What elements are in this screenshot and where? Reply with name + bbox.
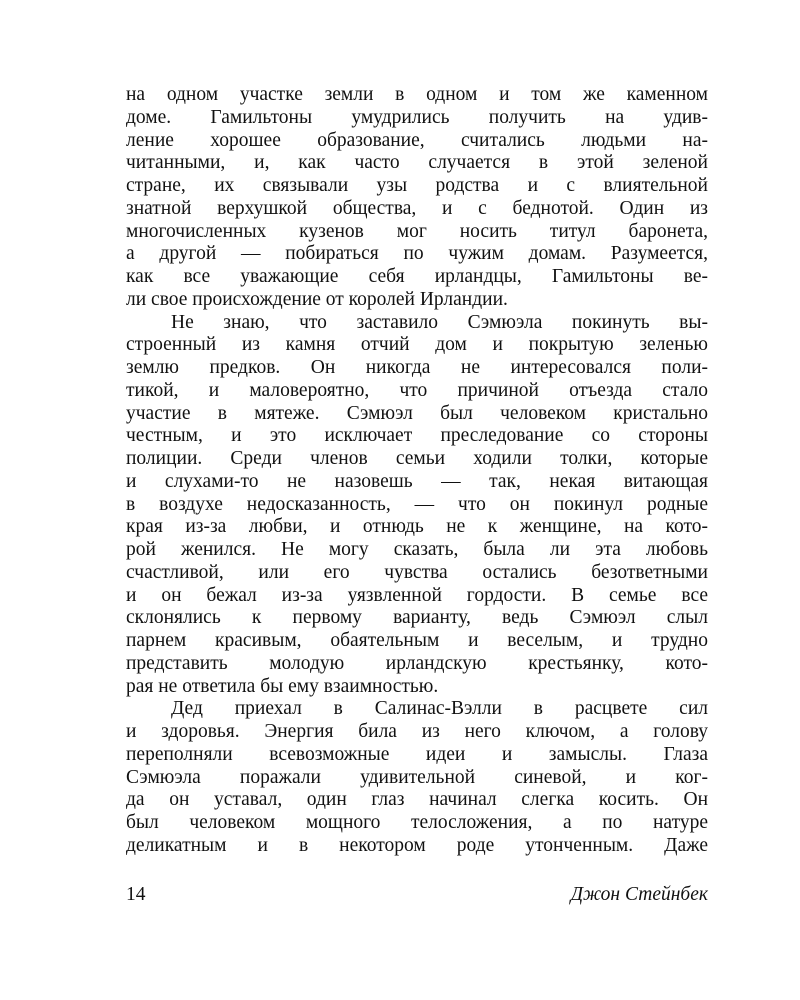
text-line: строенный из камня отчий дом и покрытую зеленью: [126, 334, 708, 356]
body-text: [126, 84, 708, 858]
text-line: стране, их связывали узы родства и с влиятельной: [126, 175, 708, 196]
text-line: доме. Гамильтоны умудрились получить на удив-: [126, 106, 708, 128]
text-line: ли свое происхождение от королей Ирландии.: [126, 288, 508, 310]
text-line: ление хорошее образование, считались людьми на-: [126, 129, 708, 151]
text-line: рой женился. Не могу сказать, была ли эта любовь: [126, 539, 708, 560]
text-line: парнем красивым, обаятельным и веселым, и трудно: [126, 630, 708, 651]
text-line: честным, и это исключает преследование со стороны: [126, 425, 708, 447]
text-line: знатной верхушкой общества, и с беднотой. Один из: [126, 197, 708, 219]
text-line: представить молодую ирландскую крестьянку, кото-: [126, 652, 708, 674]
text-line: деликатным и в некотором роде утонченным. Даже: [126, 834, 708, 856]
page-number: 14: [126, 884, 146, 905]
text-line: а другой — побираться по чужим домам. Разумеется,: [126, 243, 708, 265]
running-head-author: Джон Стейнбек: [570, 884, 708, 905]
text-line: землю предков. Он никогда не интересовался поли-: [126, 357, 708, 378]
text-line: и он бежал из-за уязвленной гордости. В семье все: [126, 584, 708, 606]
text-line: Сэмюэла поражали удивительной синевой, и ког-: [126, 766, 708, 788]
page-footer: [126, 884, 708, 910]
text-line: читанными, и, как часто случается в этой зеленой: [126, 152, 708, 174]
text-line: на одном участке земли в одном и том же каменном: [126, 84, 708, 105]
text-line: участие в мятеже. Сэмюэл был человеком кристально: [126, 402, 708, 424]
text-line: и здоровья. Энергия била из него ключом, а голову: [126, 721, 708, 742]
text-line: как все уважающие себя ирландцы, Гамильтоны ве-: [126, 266, 708, 287]
text-line: тикой, и маловероятно, что причиной отъезда стало: [126, 379, 708, 401]
text-line: многочисленных кузенов мог носить титул баронета,: [126, 220, 708, 242]
paragraph-start-line: Дед приехал в Салинас-Вэлли в расцвете сил: [171, 698, 708, 720]
text-line: переполняли всевозможные идеи и замыслы. Глаза: [126, 743, 708, 765]
text-line: склонялись к первому варианту, ведь Сэмюэл слыл: [126, 607, 708, 629]
text-line: и слухами-то не назовешь — так, некая витающая: [126, 470, 708, 492]
text-line: счастливой, или его чувства остались безответными: [126, 561, 708, 583]
text-line: в воздухе недосказанность, — что он покинул родные: [126, 493, 708, 515]
text-line: края из-за любви, и отнюдь не к женщине, на кото-: [126, 516, 708, 538]
paragraph-start-line: Не знаю, что заставило Сэмюэла покинуть вы-: [171, 311, 708, 333]
text-line: да он уставал, один глаз начинал слегка косить. Он: [126, 789, 708, 811]
text-line: был человеком мощного телосложения, а по натуре: [126, 812, 708, 833]
text-line: рая не ответила бы ему взаимностью.: [126, 675, 439, 697]
text-line: полиции. Среди членов семьи ходили толки, которые: [126, 448, 708, 469]
